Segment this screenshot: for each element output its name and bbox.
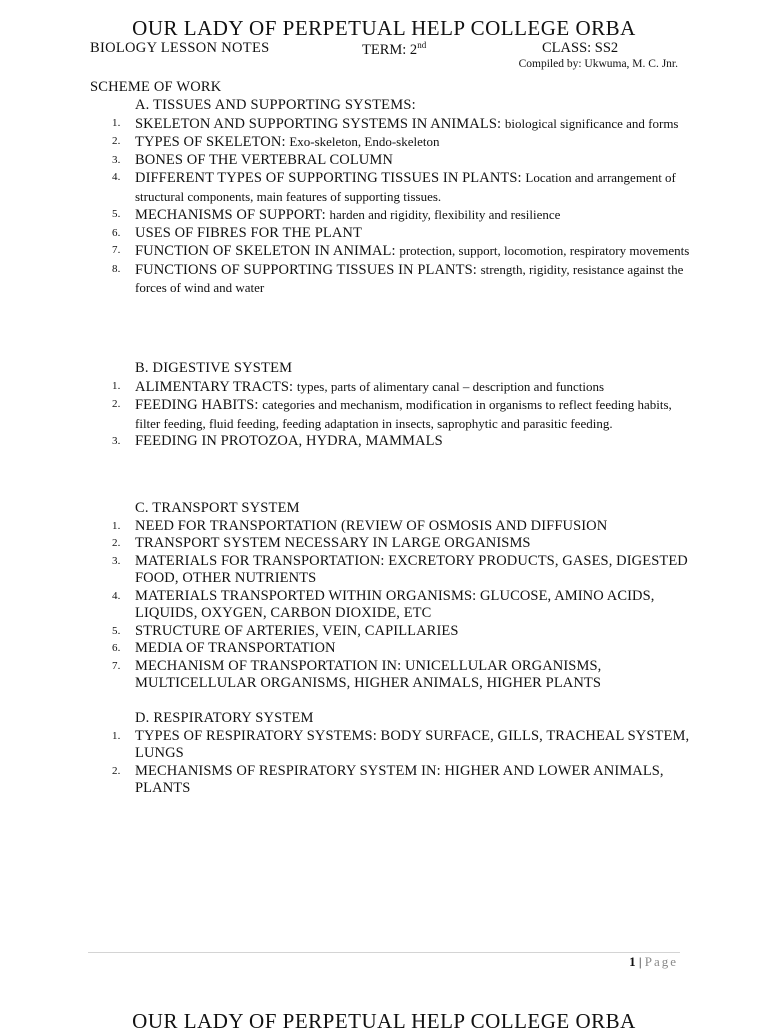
list-item-number: 1. — [112, 729, 121, 742]
list-item-number: 2. — [112, 135, 121, 147]
list-item-number: 7. — [112, 659, 121, 672]
list-item — [90, 378, 690, 397]
term-superscript: nd — [417, 40, 427, 50]
list-item — [90, 553, 690, 588]
list-item — [90, 623, 690, 641]
list-item-number: 1. — [112, 519, 121, 532]
list-item-number: 3. — [112, 554, 121, 567]
section-c — [90, 500, 690, 693]
list-item-heading: FUNCTIONS OF SUPPORTING TISSUES IN PLANTS: — [135, 261, 481, 278]
next-page-title: OUR LADY OF PERPETUAL HELP COLLEGE ORBA — [132, 1009, 636, 1033]
list-item-heading: DIFFERENT TYPES OF SUPPORTING TISSUES IN PLANTS: — [135, 170, 526, 186]
section-heading: C. TRANSPORT SYSTEM — [135, 500, 300, 516]
section-heading: D. RESPIRATORY SYSTEM — [135, 710, 314, 726]
list-item-number: 6. — [112, 642, 121, 654]
list-item-number: 2. — [112, 398, 121, 410]
list-item-heading: MATERIALS TRANSPORTED WITHIN ORGANISMS: GLUCOSE, AMINO ACIDS, LIQUIDS, OXYGEN, CARBON DIOXIDE, ETC — [135, 587, 655, 621]
list-item-number: 1. — [112, 379, 121, 392]
list-item-number: 5. — [112, 208, 121, 220]
list-item-heading: ALIMENTARY TRACTS: — [135, 378, 297, 395]
section-heading: A. TISSUES AND SUPPORTING SYSTEMS: — [135, 97, 416, 113]
list-item-heading: MECHANISMS OF SUPPORT: — [135, 207, 330, 223]
term-label — [362, 40, 426, 59]
list-item — [90, 658, 690, 693]
list-item-detail: protection, support, locomotion, respiratory movements — [399, 243, 690, 258]
list-item-number: 1. — [112, 116, 121, 129]
list-item-heading: SKELETON AND SUPPORTING SYSTEMS IN ANIMALS: — [135, 115, 505, 132]
list-item — [90, 588, 690, 623]
list-item-heading: MECHANISM OF TRANSPORTATION IN: UNICELLULAR ORGANISMS, MULTICELLULAR ORGANISMS, HIGHER ANIMALS, HIGHER PLANTS — [135, 657, 602, 691]
list-item-heading: STRUCTURE OF ARTERIES, VEIN, CAPILLARIES — [135, 622, 459, 639]
list-item-heading: NEED FOR TRANSPORTATION (REVIEW OF OSMOSIS AND DIFFUSION — [135, 517, 608, 534]
list-item-number: 2. — [112, 537, 121, 549]
page-label: Page — [644, 954, 678, 969]
list-item — [90, 225, 690, 243]
subject-label: BIOLOGY LESSON NOTES — [90, 40, 270, 56]
list-item — [90, 152, 690, 170]
list-item — [90, 261, 690, 298]
school-title: OUR LADY OF PERPETUAL HELP COLLEGE ORBA — [132, 16, 636, 40]
list-item — [90, 433, 690, 451]
list-item-heading: TYPES OF SKELETON: — [135, 134, 290, 150]
section-heading: B. DIGESTIVE SYSTEM — [135, 360, 293, 376]
list-item-number: 6. — [112, 226, 121, 239]
list-item — [90, 133, 690, 152]
scheme-title: SCHEME OF WORK — [90, 79, 222, 95]
list-item — [90, 640, 690, 658]
list-item-heading: FUNCTION OF SKELETON IN ANIMAL: — [135, 243, 400, 259]
list-item-heading: MEDIA OF TRANSPORTATION — [135, 640, 336, 656]
list-item-heading: FEEDING IN PROTOZOA, HYDRA, MAMMALS — [135, 433, 443, 449]
section-a — [90, 97, 690, 298]
footer-divider — [88, 952, 680, 953]
list-item-number: 3. — [112, 153, 121, 166]
list-item-heading: BONES OF THE VERTEBRAL COLUMN — [135, 151, 393, 168]
list-item-heading: MECHANISMS OF RESPIRATORY SYSTEM IN: HIGHER AND LOWER ANIMALS, PLANTS — [135, 762, 664, 796]
page-footer — [629, 954, 678, 970]
list-item-detail: strength, rigidity, resistance against the forces of wind and water — [135, 261, 684, 295]
list-item — [90, 115, 690, 134]
list-item-detail: biological significance and forms — [504, 115, 679, 131]
list-item — [90, 763, 690, 798]
footer-separator: | — [638, 954, 642, 969]
list-item-detail: Exo-skeleton, Endo-skeleton — [289, 134, 440, 149]
list-item-number: 7. — [112, 244, 121, 256]
list-item-heading: USES OF FIBRES FOR THE PLANT — [135, 224, 362, 241]
meta-row — [90, 40, 680, 60]
list-item-number: 8. — [112, 262, 121, 275]
section-b — [90, 360, 690, 451]
list-item-heading: MATERIALS FOR TRANSPORTATION: EXCRETORY PRODUCTS, GASES, DIGESTED FOOD, OTHER NUTRIENTS — [135, 552, 688, 586]
list-item-detail: Location and arrangement of structural components, main features of supporting tissues. — [135, 170, 676, 204]
term-text: TERM: 2 — [362, 41, 418, 58]
list-item-number: 5. — [112, 624, 121, 637]
list-item-detail: types, parts of alimentary canal – description and functions — [296, 378, 605, 394]
compiled-by: Compiled by: Ukwuma, M. C. Jnr. — [518, 58, 678, 70]
list-item-number: 3. — [112, 435, 121, 447]
list-item-heading: TYPES OF RESPIRATORY SYSTEMS: BODY SURFACE, GILLS, TRACHEAL SYSTEM, LUNGS — [135, 727, 690, 761]
list-item — [90, 518, 690, 536]
class-label: CLASS: SS2 — [542, 40, 619, 56]
section-d — [90, 710, 690, 798]
list-item-heading: TRANSPORT SYSTEM NECESSARY IN LARGE ORGANISMS — [135, 535, 531, 551]
list-item-detail: categories and mechanism, modification in organisms to reflect feeding habits, filter feeding, fluid feeding, feeding adaptation in insects, saprophytic and parasitic feeding. — [135, 397, 672, 431]
list-item — [90, 242, 690, 261]
list-item-number: 4. — [112, 589, 121, 602]
list-item — [90, 728, 690, 763]
section-list — [90, 378, 690, 451]
section-list — [90, 518, 690, 693]
section-list — [90, 115, 690, 298]
page-number: 1 — [629, 954, 636, 969]
list-item — [90, 169, 690, 206]
section-list — [90, 728, 690, 798]
list-item-number: 2. — [112, 764, 121, 777]
list-item-number: 4. — [112, 171, 121, 183]
list-item-detail: harden and rigidity, flexibility and resilience — [329, 207, 561, 222]
list-item — [90, 396, 690, 433]
list-item — [90, 535, 690, 553]
list-item-heading: FEEDING HABITS: — [135, 397, 263, 413]
list-item — [90, 206, 690, 225]
